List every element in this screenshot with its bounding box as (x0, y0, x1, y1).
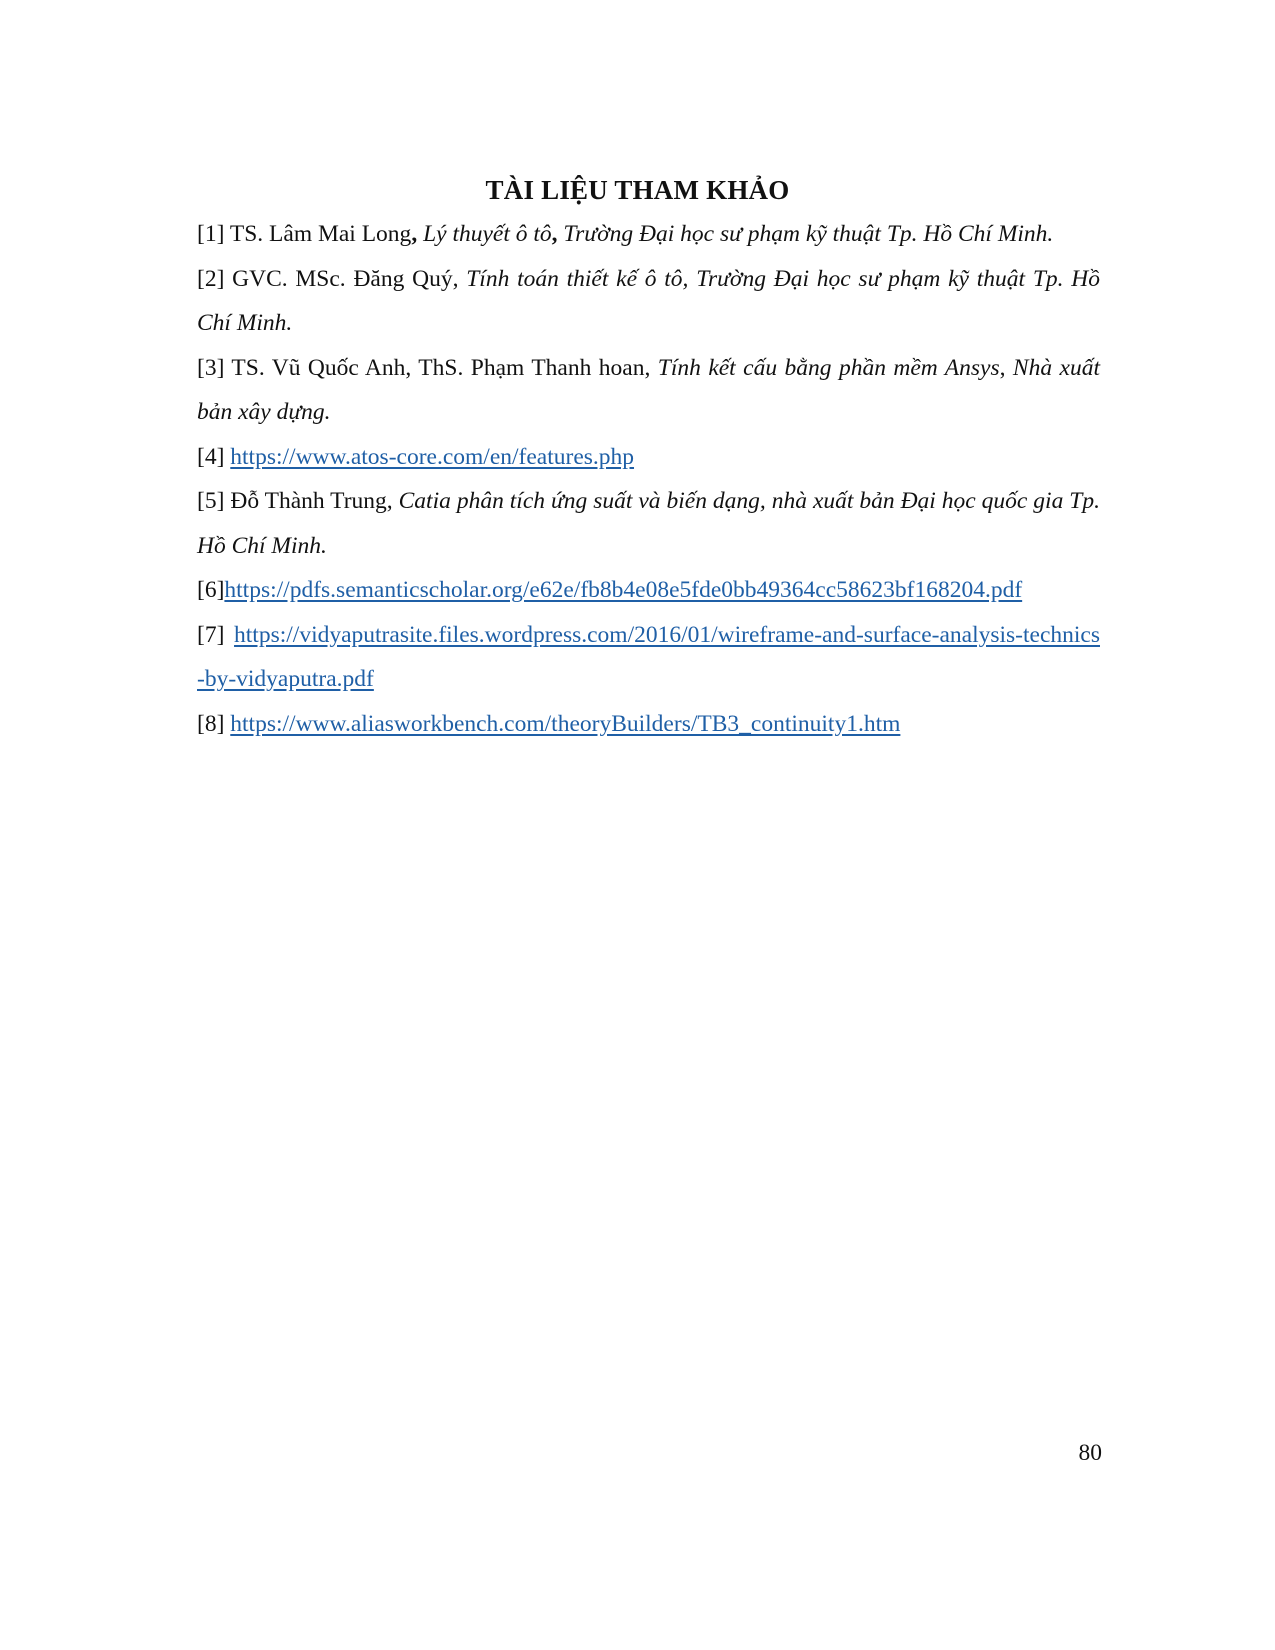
reference-title: Tính kết cấu bằng phần mềm Ansys (657, 354, 1000, 381)
reference-author: GVC. MSc. Đăng Quý, (224, 265, 467, 292)
reference-publisher: Trường Đại học sư phạm kỹ thuật Tp. Hồ Chí Minh. (563, 221, 1054, 247)
reference-author: TS. Lâm Mai Long (224, 221, 412, 247)
reference-5 (197, 479, 1100, 568)
page-title: TÀI LIỆU THAM KHẢO (485, 175, 790, 205)
reference-list (197, 212, 1100, 746)
reference-number: [5] (197, 488, 225, 514)
reference-2 (197, 257, 1100, 346)
reference-link[interactable]: https://www.aliasworkbench.com/theoryBuilders/TB3_continuity1.htm (230, 710, 901, 737)
reference-link[interactable]: https://pdfs.semanticscholar.org/e62e/fb8b4e08e5fde0bb49364cc58623bf168204.pdf (224, 577, 1023, 603)
reference-3 (197, 346, 1100, 435)
reference-8 (197, 702, 1100, 747)
reference-separator: , (999, 354, 1013, 381)
reference-title: Tính toán thiết kế ô tô, Trường Đại học sư phạm kỹ thuật Tp. Hồ Chí Minh. (197, 265, 1100, 336)
reference-number: [4] (197, 443, 225, 470)
reference-number: [1] (197, 221, 225, 247)
reference-separator: , (551, 221, 564, 247)
reference-7 (197, 613, 1100, 702)
reference-link[interactable]: https://www.atos-core.com/en/features.php (230, 443, 635, 470)
reference-publisher: Nhà xuất bản xây dựng. (197, 354, 1100, 425)
reference-link[interactable]: https://vidyaputrasite.files.wordpress.com/2016/01/wireframe-and-surface-analysis-technics-by-vidyaputra.pdf (197, 621, 1100, 692)
reference-separator: , (411, 221, 424, 247)
page-number: 80 (1078, 1440, 1102, 1466)
reference-title: Catia phân tích ứng suất và biến dạng, nhà xuất bản Đại học quốc gia Tp. Hồ Chí Minh. (197, 488, 1100, 559)
reference-author: TS. Vũ Quốc Anh, ThS. Phạm Thanh hoan, (224, 354, 658, 381)
reference-author: Đỗ Thành Trung, (224, 488, 399, 514)
reference-number: [7] (197, 621, 225, 648)
reference-number: [8] (197, 710, 225, 737)
reference-6 (197, 568, 1100, 613)
reference-4 (197, 435, 1100, 480)
reference-number: [6] (197, 577, 225, 603)
reference-1 (197, 212, 1100, 257)
reference-number: [2] (197, 265, 225, 292)
reference-number: [3] (197, 354, 225, 381)
reference-title: Lý thuyết ô tô (423, 221, 552, 247)
